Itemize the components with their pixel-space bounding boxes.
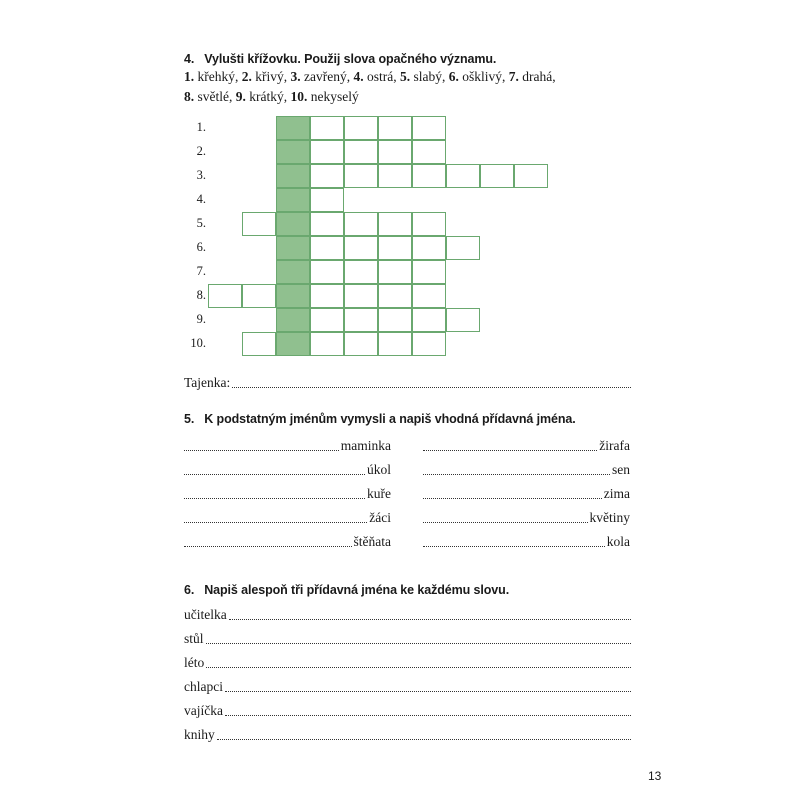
crossword-cell[interactable]	[412, 212, 446, 236]
crossword-cell[interactable]	[344, 236, 378, 260]
answer-dots	[184, 521, 367, 523]
answer-line[interactable]	[184, 532, 391, 550]
row-number: 8.	[196, 288, 206, 302]
solution-cell[interactable]	[276, 164, 310, 188]
answer-line[interactable]	[423, 460, 630, 478]
noun: zima	[603, 486, 630, 501]
crossword-cell[interactable]	[344, 164, 378, 188]
crossword-cell[interactable]	[412, 284, 446, 308]
clue-number: 2.	[241, 69, 252, 84]
exercise-6-title: Napiš alespoň tři přídavná jména ke každému slovu.	[204, 583, 510, 597]
crossword-cell[interactable]	[344, 140, 378, 164]
crossword-cell[interactable]	[344, 260, 378, 284]
crossword-cell[interactable]	[242, 332, 276, 356]
word: léto	[184, 655, 205, 670]
answer-dots	[423, 449, 597, 451]
crossword-cell[interactable]	[310, 116, 344, 140]
clue-word: drahá,	[522, 69, 556, 84]
answer-line[interactable]	[423, 532, 630, 550]
page-number: 13	[648, 769, 662, 783]
noun: kuře	[367, 486, 391, 501]
clue-number: 9.	[235, 89, 246, 104]
crossword-cell[interactable]	[412, 164, 446, 188]
word: vajíčka	[184, 703, 223, 718]
solution-cell[interactable]	[276, 332, 310, 356]
clue-number: 6.	[448, 69, 459, 84]
answer-dots	[184, 473, 365, 475]
crossword-cell[interactable]	[378, 212, 412, 236]
exercise-6-heading	[184, 583, 509, 597]
solution-cell[interactable]	[276, 212, 310, 236]
crossword-cell[interactable]	[412, 332, 446, 356]
crossword-cell[interactable]	[310, 140, 344, 164]
exercise-4-clues	[184, 67, 556, 107]
noun: sen	[612, 462, 630, 477]
clue-word: slabý,	[413, 69, 446, 84]
answer-line[interactable]	[184, 701, 631, 719]
clue-word: ostrá,	[366, 69, 397, 84]
exercise-6-number: 6.	[184, 583, 195, 597]
answer-dots	[217, 738, 631, 740]
answer-line[interactable]	[184, 436, 391, 454]
crossword-cell[interactable]	[310, 284, 344, 308]
crossword-cell[interactable]	[310, 188, 344, 212]
exercise-4-number: 4.	[184, 52, 195, 66]
crossword-cell[interactable]	[378, 116, 412, 140]
answer-line[interactable]	[184, 508, 391, 526]
clues-line-2	[184, 87, 556, 107]
clue-number: 5.	[399, 69, 411, 84]
clue-word: křehký,	[197, 69, 239, 84]
clues-line-1	[184, 67, 556, 87]
crossword-cell[interactable]	[378, 164, 412, 188]
crossword-cell[interactable]	[378, 260, 412, 284]
answer-line[interactable]	[184, 484, 391, 502]
exercise-4-title: Vylušti křížovku. Použij slova opačného významu.	[204, 52, 497, 66]
noun: maminka	[340, 438, 391, 453]
crossword-cell[interactable]	[514, 164, 548, 188]
row-number: 2.	[196, 144, 206, 158]
clue-number: 8.	[184, 89, 195, 104]
crossword-cell[interactable]	[378, 140, 412, 164]
crossword-cell[interactable]	[242, 212, 276, 236]
crossword-cell[interactable]	[446, 164, 480, 188]
answer-line[interactable]	[423, 484, 630, 502]
crossword-cell[interactable]	[412, 260, 446, 284]
solution-cell[interactable]	[276, 140, 310, 164]
crossword-cell[interactable]	[310, 212, 344, 236]
row-number: 6.	[196, 240, 206, 254]
clue-word: nekyselý	[310, 89, 359, 104]
crossword-cell[interactable]	[310, 164, 344, 188]
crossword-cell[interactable]	[310, 332, 344, 356]
word: knihy	[184, 727, 215, 742]
crossword-cell[interactable]	[412, 116, 446, 140]
answer-line[interactable]	[184, 725, 631, 743]
crossword-cell[interactable]	[344, 284, 378, 308]
clue-word: krátký,	[249, 89, 288, 104]
solution-cell[interactable]	[276, 260, 310, 284]
tajenka-line[interactable]	[184, 373, 631, 391]
row-number: 3.	[196, 168, 206, 182]
clue-word: ošklivý,	[462, 69, 506, 84]
answer-dots	[423, 473, 610, 475]
answer-line[interactable]	[184, 653, 631, 671]
answer-dots	[184, 545, 352, 547]
row-number: 5.	[196, 216, 206, 230]
exercise-5-title: K podstatným jménům vymysli a napiš vhodná přídavná jména.	[204, 412, 576, 426]
answer-dots	[229, 618, 631, 620]
clue-word: křivý,	[255, 69, 288, 84]
crossword-cell[interactable]	[310, 260, 344, 284]
answer-line[interactable]	[184, 629, 631, 647]
crossword-cell[interactable]	[378, 332, 412, 356]
solution-cell[interactable]	[276, 308, 310, 332]
answer-dots	[206, 642, 631, 644]
crossword-cell[interactable]	[412, 236, 446, 260]
noun: kola	[606, 534, 630, 549]
clue-number: 10.	[290, 89, 308, 104]
answer-line[interactable]	[184, 677, 631, 695]
row-number: 4.	[196, 192, 206, 206]
exercise-4-heading	[184, 52, 496, 66]
answer-dots	[225, 690, 631, 692]
answer-dots	[423, 521, 588, 523]
tajenka-label: Tajenka:	[184, 375, 231, 390]
answer-line[interactable]	[184, 605, 631, 623]
exercise-5-number: 5.	[184, 412, 195, 426]
answer-dots	[423, 497, 602, 499]
row-number: 10.	[190, 336, 206, 350]
noun: květiny	[589, 510, 630, 525]
answer-dots	[184, 497, 365, 499]
crossword-cell[interactable]	[344, 116, 378, 140]
answer-line[interactable]	[184, 460, 391, 478]
crossword-cell[interactable]	[242, 284, 276, 308]
crossword-cell[interactable]	[344, 308, 378, 332]
exercise-5-heading	[184, 412, 576, 426]
answer-dots	[184, 449, 339, 451]
crossword-cell[interactable]	[378, 236, 412, 260]
answer-dots	[232, 386, 631, 388]
crossword-cell[interactable]	[412, 140, 446, 164]
clue-number: 7.	[508, 69, 519, 84]
crossword-cell[interactable]	[378, 308, 412, 332]
solution-cell[interactable]	[276, 284, 310, 308]
crossword-cell[interactable]	[344, 332, 378, 356]
crossword-cell[interactable]	[446, 236, 480, 260]
clue-number: 1.	[184, 69, 195, 84]
crossword-cell[interactable]	[310, 236, 344, 260]
word: stůl	[184, 631, 204, 646]
crossword-cell[interactable]	[310, 308, 344, 332]
noun: úkol	[366, 462, 391, 477]
solution-cell[interactable]	[276, 188, 310, 212]
crossword-cell[interactable]	[412, 308, 446, 332]
clue-word: světlé,	[197, 89, 233, 104]
noun: žáci	[369, 510, 391, 525]
solution-cell[interactable]	[276, 116, 310, 140]
answer-dots	[423, 545, 605, 547]
answer-line[interactable]	[423, 508, 630, 526]
crossword-cell[interactable]	[480, 164, 514, 188]
word: učitelka	[184, 607, 227, 622]
answer-dots	[225, 714, 631, 716]
clue-word: zavřený,	[304, 69, 351, 84]
crossword-cell[interactable]	[378, 284, 412, 308]
crossword-cell[interactable]	[208, 284, 242, 308]
solution-cell[interactable]	[276, 236, 310, 260]
crossword-cell[interactable]	[446, 308, 480, 332]
answer-dots	[206, 666, 631, 668]
answer-line[interactable]	[423, 436, 630, 454]
clue-number: 4.	[353, 69, 364, 84]
row-number: 9.	[196, 312, 206, 326]
row-number: 1.	[196, 120, 206, 134]
word: chlapci	[184, 679, 223, 694]
clue-number: 3.	[290, 69, 301, 84]
crossword-cell[interactable]	[344, 212, 378, 236]
noun: štěňata	[353, 534, 391, 549]
row-number: 7.	[196, 264, 206, 278]
noun: žirafa	[599, 438, 630, 453]
